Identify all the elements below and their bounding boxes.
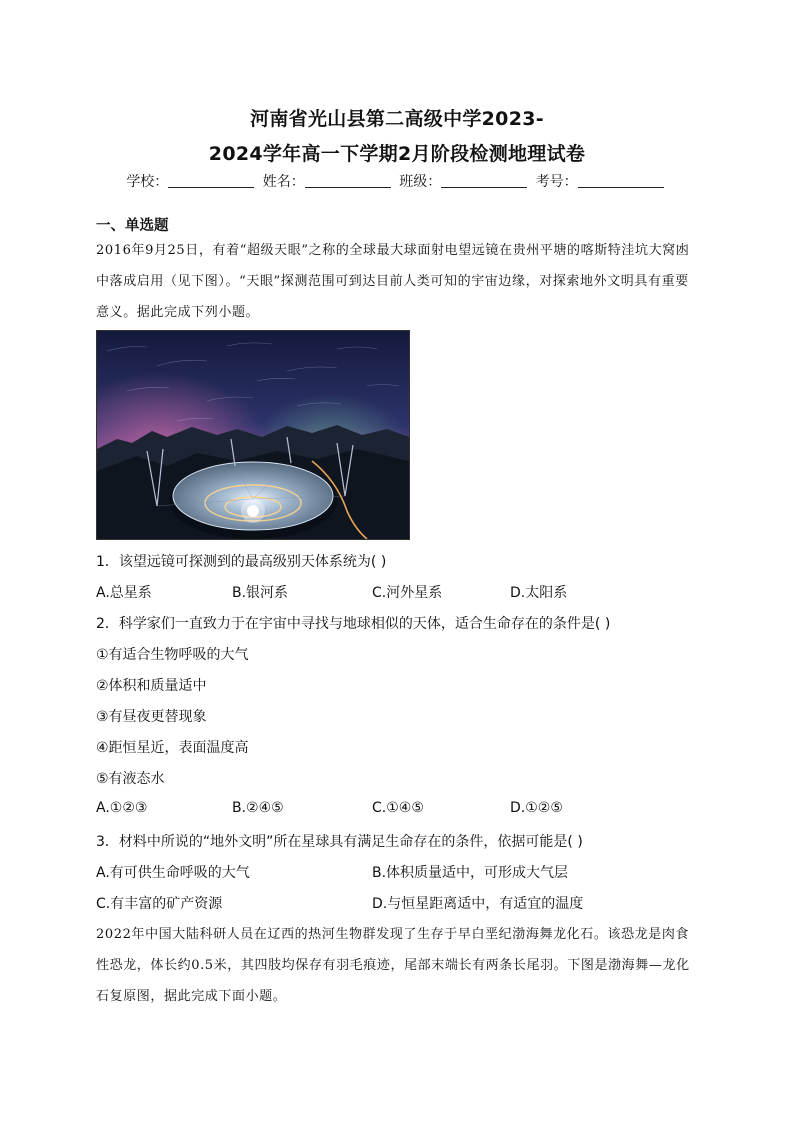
q2-option-b[interactable]: B.②④⑤	[232, 800, 284, 816]
q3-option-a[interactable]: A.有可供生命呼吸的大气	[96, 865, 250, 881]
question-2-stem: 2．科学家们一直致力于在宇宙中寻找与地球相似的天体，适合生命存在的条件是( )	[96, 616, 611, 632]
question-3-stem: 3．材料中所说的“地外文明”所在星球具有满足生命存在的条件，依据可能是( )	[96, 834, 583, 850]
q2-statement-4: ④距恒星近，表面温度高	[96, 740, 249, 756]
q1-option-b[interactable]: B.银河系	[232, 585, 289, 601]
exam-number-label: 考号：	[535, 174, 578, 190]
section-title: 一、单选题	[96, 218, 169, 234]
class-label: 班级：	[399, 174, 442, 190]
q2-statement-1: ①有适合生物呼吸的大气	[96, 647, 249, 663]
q1-option-c[interactable]: C.河外星系	[372, 585, 443, 601]
passage-dinosaur-fossil: 2022年中国大陆科研人员在辽西的热河生物群发现了生存于早白垩纪渤海舞龙化石。该恐龙是肉食性恐龙，体长约0.5米，其四肢均保存有羽毛痕迹，尾部末端长有两条长尾羽。下图是渤海舞—龙化石复原图，据此完成下面小题。	[96, 927, 690, 1004]
q1-option-a[interactable]: A.总星系	[96, 585, 152, 601]
q1-option-d[interactable]: D.太阳系	[510, 585, 568, 601]
name-blank[interactable]	[305, 173, 391, 188]
name-label: 姓名：	[262, 174, 305, 190]
class-blank[interactable]	[441, 173, 527, 188]
q2-statement-5: ⑤有液态水	[96, 771, 165, 787]
school-label: 学校：	[126, 174, 169, 190]
fast-telescope-photo	[96, 330, 410, 540]
q2-option-d[interactable]: D.①②⑤	[510, 800, 563, 816]
school-blank[interactable]	[168, 173, 254, 188]
passage-fast-telescope: 2016年9月25日，有着“超级天眼”之称的全球最大球面射电望远镜在贵州平塘的喀斯特洼坑大窝凼中落成启用（见下图）。“天眼”探测范围可到达目前人类可知的宇宙边缘，对探索地外文明具有重要意义。据此完成下列小题。	[96, 243, 690, 320]
exam-title-line2: 2024学年高一下学期2月阶段检测地理试卷	[208, 143, 586, 165]
q2-statement-3: ③有昼夜更替现象	[96, 709, 207, 725]
exam-title-line1: 河南省光山县第二高级中学2023-	[250, 108, 544, 130]
q3-option-b[interactable]: B.体积质量适中，可形成大气层	[372, 865, 569, 881]
q3-option-d[interactable]: D.与恒星距离适中，有适宜的温度	[372, 896, 584, 912]
q2-statement-2: ②体积和质量适中	[96, 678, 207, 694]
question-1-stem: 1．该望远镜可探测到的最高级别天体系统为( )	[96, 554, 387, 570]
student-info-row	[0, 171, 794, 191]
q2-option-a[interactable]: A.①②③	[96, 800, 148, 816]
q3-option-c[interactable]: C.有丰富的矿产资源	[96, 896, 223, 912]
exam-number-blank[interactable]	[578, 173, 664, 188]
q2-option-c[interactable]: C.①④⑤	[372, 800, 424, 816]
